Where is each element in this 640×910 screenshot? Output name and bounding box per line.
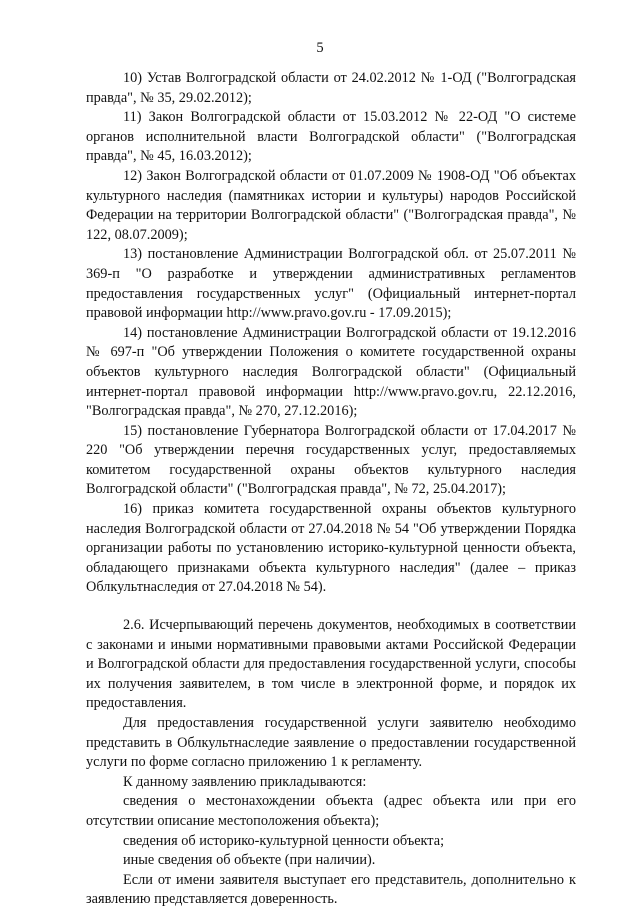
section-2-6-heading: 2.6. Исчерпывающий перечень документов, необходимых в соответствии с законами и иными нормативными правовыми актами Российской Федерации и Волгоградской области для предоставления государственной услуги, способы их получения заявителем, в том числе в электронной форме, и порядок их предоставления. (86, 617, 576, 712)
section-2-6-paragraph: Для предоставления государственной услуги заявителю необходимо представить в Облкультнаследие заявление о предоставлении государственной услуги по форме согласно приложению 1 к регламенту. (86, 715, 576, 771)
document-body (86, 69, 576, 910)
list-item-12: 12) Закон Волгоградской области от 01.07.2009 № 1908-ОД "Об объектах культурного наследия (памятниках истории и культуры) народов Российской Федерации на территории Волгоградской области" ("Волгоградская правда", № 122, 08.07.2009); (86, 167, 576, 243)
section-2-6-paragraph: иные сведения об объекте (при наличии). (123, 852, 376, 869)
list-item-16: 16) приказ комитета государственной охраны объектов культурного наследия Волгоградской области от 27.04.2018 № 54 "Об утверждении Порядка организации работы по установлению историко-культурной ценности объекта, обладающего признаками объекта культурного наследия" (далее – приказ Облкультнаследия от 27.04.2018 № 54). (86, 501, 576, 596)
list-item-14: 14) постановление Администрации Волгоградской области от 19.12.2016 № 697-п "Об утверждении Положения о комитете государственной охраны объектов культурного наследия Волгоградской области" (Официальный интернет-портал правовой информации http://www.pravo.gov.ru, 22.12.2016, "Волгоградская правда", № 270, 27.12.2016); (86, 324, 576, 420)
section-2-6-paragraph: сведения об историко-культурной ценности объекта; (123, 832, 445, 849)
page-number: 5 (316, 40, 324, 56)
section-2-6-paragraph: К данному заявлению прикладываются: (123, 773, 367, 790)
section-spacer (86, 598, 576, 616)
list-item-11: 11) Закон Волгоградской области от 15.03.2012 № 22-ОД "О системе органов исполнительной власти Волгоградской области" ("Волгоградская правда", № 45, 16.03.2012); (86, 109, 576, 165)
section-2-6-paragraph: Если от имени заявителя выступает его представитель, дополнительно к заявлению представляется доверенность. (86, 871, 576, 908)
list-item-13: 13) постановление Администрации Волгоградской обл. от 25.07.2011 № 369-п "О разработке и утверждении административных регламентов предоставления государственных услуг" (Официальный интернет-портал правовой информации http://www.pravo.gov.ru - 17.09.2015); (86, 246, 576, 322)
list-item-10: 10) Устав Волгоградской области от 24.02.2012 № 1-ОД ("Волгоградская правда", № 35, 29.02.2012); (86, 70, 576, 106)
section-2-6-paragraph: сведения о местонахождении объекта (адрес объекта или при его отсутствии описание местоположения объекта); (86, 793, 576, 829)
list-item-15: 15) постановление Губернатора Волгоградской области от 17.04.2017 № 220 "Об утверждении перечня государственных услуг, предоставляемых комитетом государственной охраны объектов культурного наследия Волгоградской области" ("Волгоградская правда", № 72, 25.04.2017); (86, 422, 576, 498)
